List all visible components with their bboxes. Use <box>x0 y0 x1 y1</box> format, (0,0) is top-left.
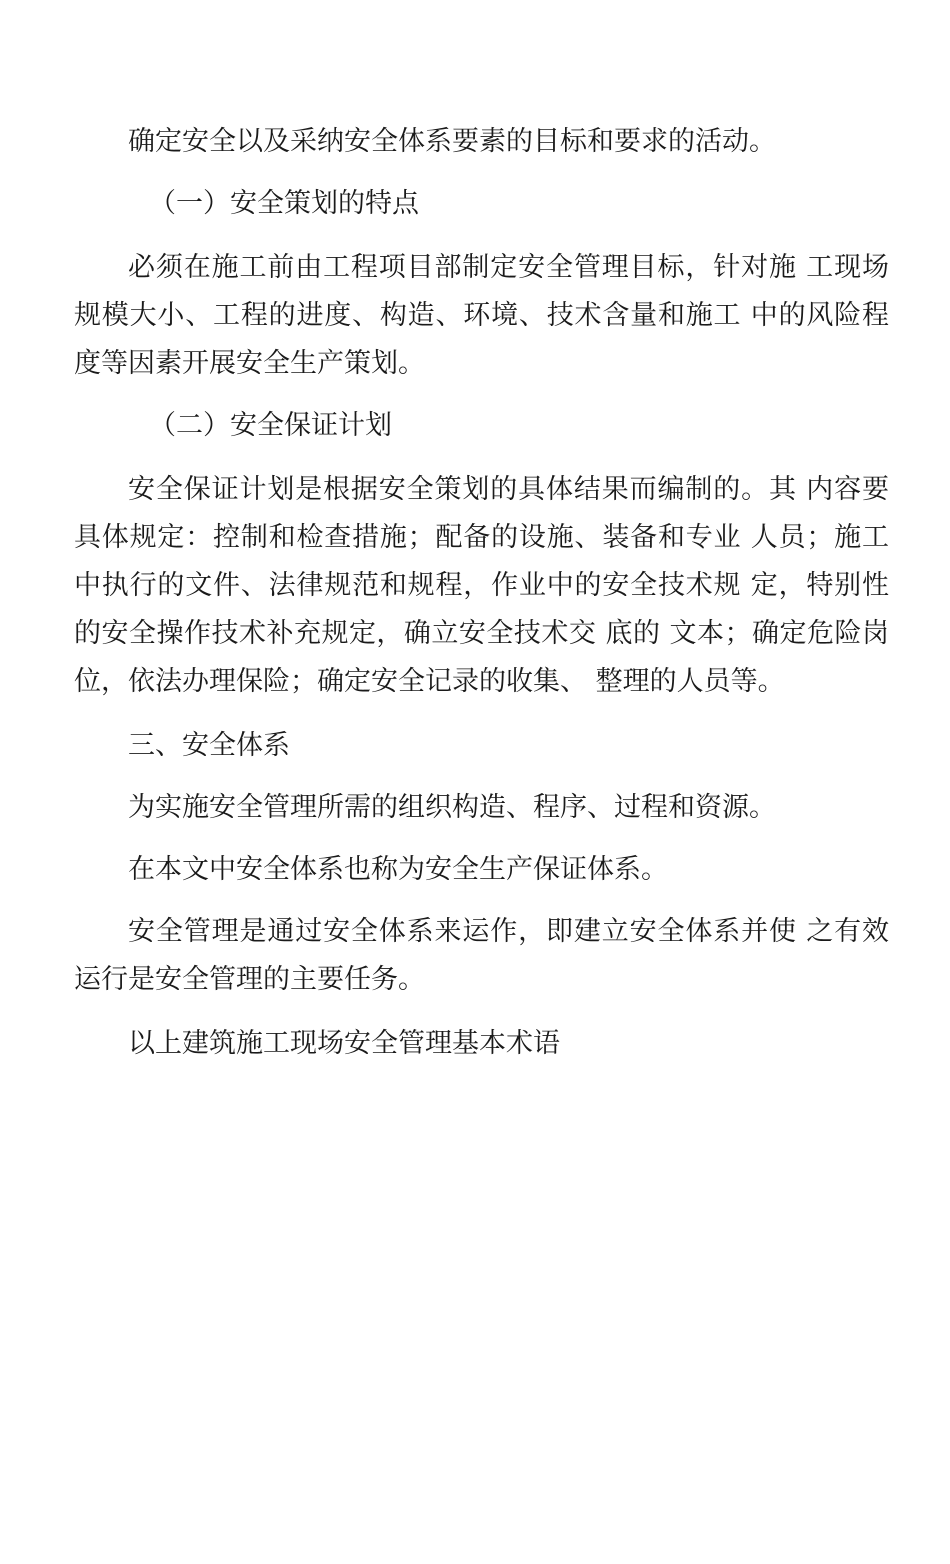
paragraph-safety-assurance-plan: 安全保证计划是根据安全策划的具体结果而编制的。其 内容要具体规定：控制和检查措施；配备的设施、装备和专业 人员；施工中执行的文件、法律规范和规程，作业中的安全技术规 定，特别性的安全操作技术补充规定，确立安全技术交 底的 文本；确定危险岗位，依法办理保险；确定安全记录的收集、 整理的人员等。 <box>74 474 889 697</box>
document-page <box>74 118 889 1068</box>
paragraph-closing: 以上建筑施工现场安全管理基本术语 <box>128 1028 560 1059</box>
paragraph-safety-system-definition: 为实施安全管理所需的组织构造、程序、过程和资源。 <box>128 792 776 823</box>
paragraph-planning-definition: 确定安全以及采纳安全体系要素的目标和要求的活动。 <box>128 126 776 157</box>
heading-safety-system: 三、安全体系 <box>128 730 290 761</box>
paragraph-safety-management-task: 安全管理是通过安全体系来运作，即建立安全体系并使 之有效运行是安全管理的主要任务。 <box>74 916 889 995</box>
heading-safety-assurance-plan: （二）安全保证计划 <box>149 410 392 441</box>
paragraph-safety-system-alias: 在本文中安全体系也称为安全生产保证体系。 <box>128 854 668 885</box>
paragraph-planning-features: 必须在施工前由工程项目部制定安全管理目标，针对施 工现场规模大小、工程的进度、构造、环境、技术含量和施工 中的风险程度等因素开展安全生产策划。 <box>74 252 889 379</box>
heading-planning-features: （一）安全策划的特点 <box>149 188 419 219</box>
